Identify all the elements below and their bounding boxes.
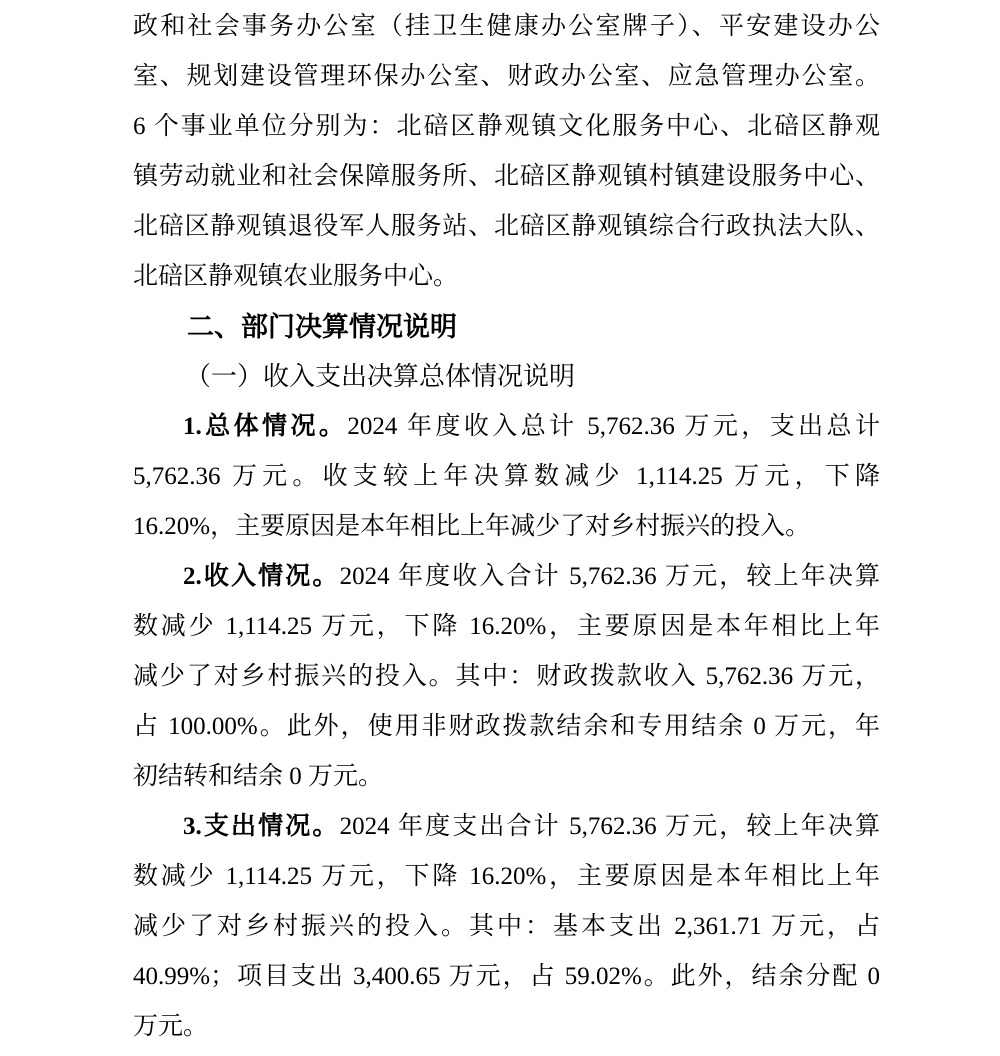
paragraph-org-list	[133, 2, 880, 302]
paragraph-item-expenditure	[133, 802, 880, 1052]
text-line: 室、规划建设管理环保办公室、财政办公室、应急管理办公室。	[133, 63, 880, 90]
item-number-lead: 3.支出情况。	[183, 813, 340, 840]
text-line: 政和社会事务办公室（挂卫生健康办公室牌子）、平安建设办公	[133, 13, 880, 40]
item-text: 2024 年度支出合计 5,762.36 万元，较上年决算	[339, 813, 880, 840]
text-line: 5,762.36 万元。收支较上年决算数减少 1,114.25 万元，下降	[133, 463, 880, 490]
text-line: 6 个事业单位分别为：北碚区静观镇文化服务中心、北碚区静观	[133, 113, 880, 140]
text-line: 数减少 1,114.25 万元，下降 16.20%，主要原因是本年相比上年	[133, 863, 880, 890]
paragraph-item-overall	[133, 402, 880, 552]
text-line	[133, 802, 880, 852]
text-line: 北碚区静观镇农业服务中心。	[133, 263, 459, 290]
item-number-lead: 1.总体情况。	[183, 413, 348, 440]
text-line: 减少了对乡村振兴的投入。其中：基本支出 2,361.71 万元，占	[133, 913, 880, 940]
text-line	[133, 552, 880, 602]
item-text: 2024 年度收入总计 5,762.36 万元，支出总计	[347, 413, 880, 440]
text-line	[133, 402, 880, 452]
section-heading: 二、部门决算情况说明	[187, 312, 457, 342]
text-line: 北碚区静观镇退役军人服务站、北碚区静观镇综合行政执法大队、	[133, 213, 880, 240]
item-number-lead: 2.收入情况。	[183, 563, 340, 590]
text-line: 40.99%；项目支出 3,400.65 万元，占 59.02%。此外，结余分配 0	[133, 963, 880, 990]
subsection-heading: （一）收入支出决算总体情况说明	[185, 362, 576, 391]
text-line: 占 100.00%。此外，使用非财政拨款结余和专用结余 0 万元，年	[133, 713, 880, 740]
text-line: 镇劳动就业和社会保障服务所、北碚区静观镇村镇建设服务中心、	[133, 163, 880, 190]
text-line: 初结转和结余 0 万元。	[133, 763, 384, 790]
paragraph-item-income	[133, 552, 880, 802]
text-line: 数减少 1,114.25 万元，下降 16.20%，主要原因是本年相比上年	[133, 613, 880, 640]
text-line: 万元。	[133, 1013, 209, 1040]
text-line: 减少了对乡村振兴的投入。其中：财政拨款收入 5,762.36 万元，	[133, 663, 880, 690]
text-line: 16.20%，主要原因是本年相比上年减少了对乡村振兴的投入。	[133, 513, 811, 540]
item-text: 2024 年度收入合计 5,762.36 万元，较上年决算	[339, 563, 880, 590]
